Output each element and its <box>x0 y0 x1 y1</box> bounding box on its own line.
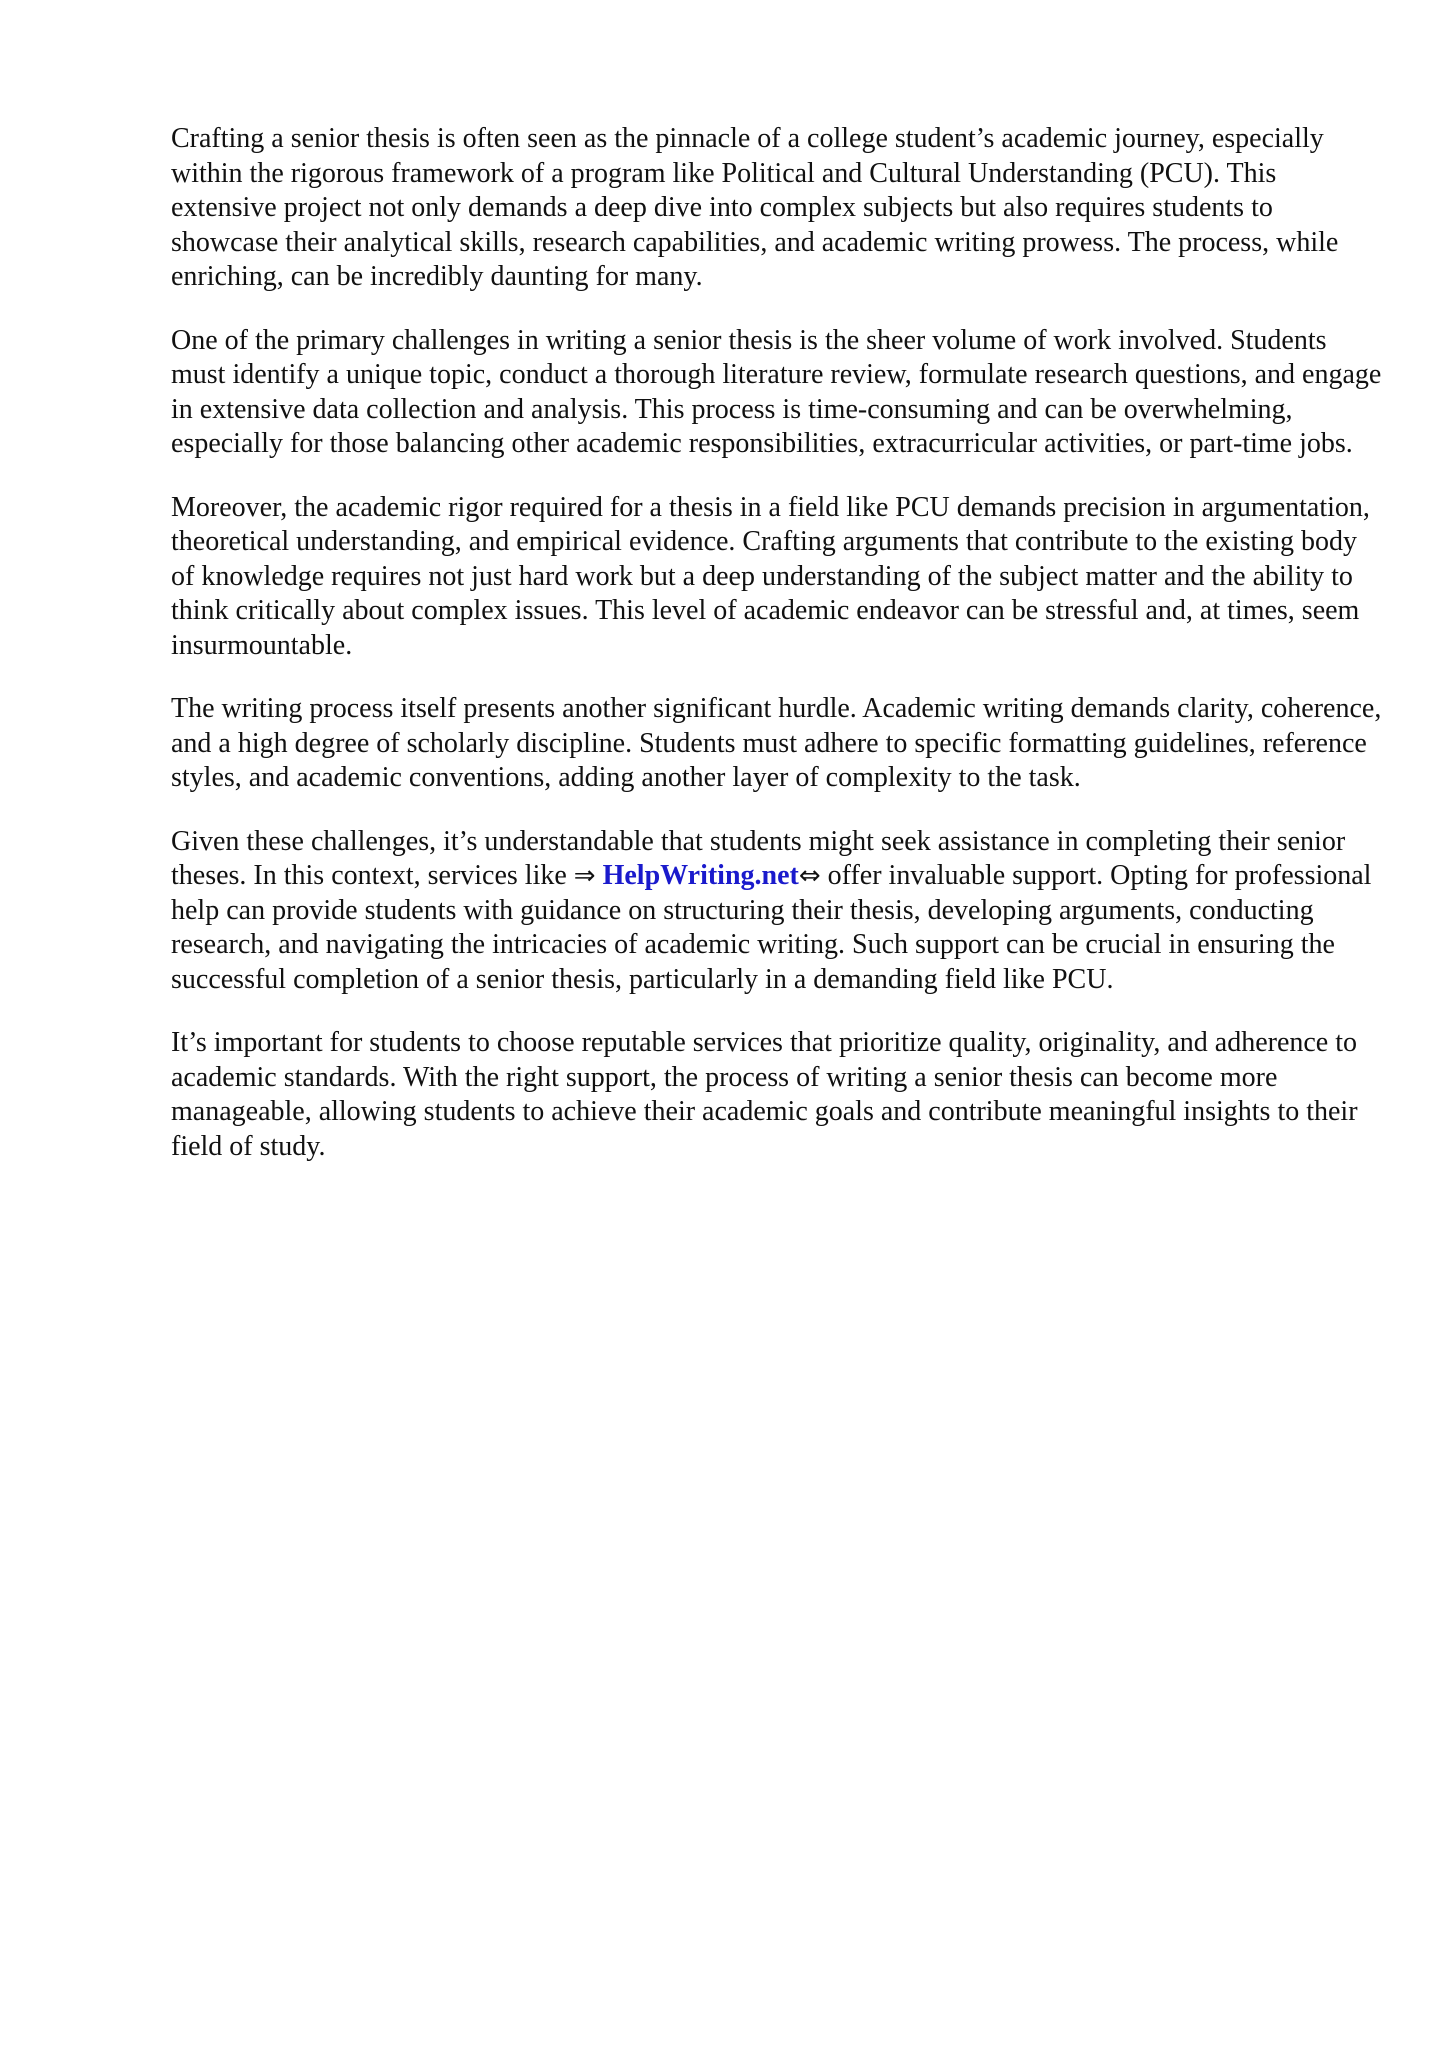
helpwriting-link[interactable]: HelpWriting.net <box>602 860 799 891</box>
right-arrow-icon: ⇒ <box>573 861 596 891</box>
paragraph-closing: It’s important for students to choose reputable services that prioritize quality, originality, and adherence to academic standards. With the right support, the process of writing a senior thesis can become more manageable, allowing students to achieve their academic goals and contribute meaningful insights to their field of study. <box>171 1027 1358 1162</box>
double-arrow-icon: ⇔ <box>798 861 821 891</box>
assistance-text-before: Given these challenges, it’s understandable that students might seek assistance in completing their senior theses. In this context, services like <box>171 825 1346 891</box>
paragraph-rigor: Moreover, the academic rigor required for a thesis in a field like PCU demands precision in argumentation, theoretical understanding, and empirical evidence. Crafting arguments that contribute to the existing body of knowledge requires not just hard work but a deep understanding of the subject matter and the ability to think critically about complex issues. This level of academic endeavor can be stressful and, at times, seem insurmountable. <box>171 491 1370 661</box>
paragraph-challenges: One of the primary challenges in writing a senior thesis is the sheer volume of work involved. Students must identify a unique topic, conduct a thorough literature review, formulate research questions, and engage in extensive data collection and analysis. This process is time-consuming and can be overwhelming, especially for those balancing other academic responsibilities, extracurricular activities, or part-time jobs. <box>171 324 1382 459</box>
paragraph-intro: Crafting a senior thesis is often seen as the pinnacle of a college student’s academic journey, especially within the rigorous framework of a program like Political and Cultural Understanding (PCU). This extensive project not only demands a deep dive into complex subjects but also requires students to showcase their analytical skills, research capabilities, and academic writing prowess. The process, while enriching, can be incredibly daunting for many. <box>171 123 1339 292</box>
document-body <box>171 122 1386 1193</box>
paragraph-assistance <box>171 825 1386 998</box>
paragraph-writing-process: The writing process itself presents another significant hurdle. Academic writing demands clarity, coherence, and a high degree of scholarly discipline. Students must adhere to specific formatting guidelines, reference styles, and academic conventions, adding another layer of complexity to the task. <box>171 693 1382 793</box>
assistance-text-after: offer invaluable support. Opting for professional help can provide students with guidance on structuring their thesis, developing arguments, conducting research, and navigating the intricacies of academic writing. Such support can be crucial in ensuring the successful completion of a senior thesis, particularly in a demanding field like PCU. <box>171 860 1372 995</box>
